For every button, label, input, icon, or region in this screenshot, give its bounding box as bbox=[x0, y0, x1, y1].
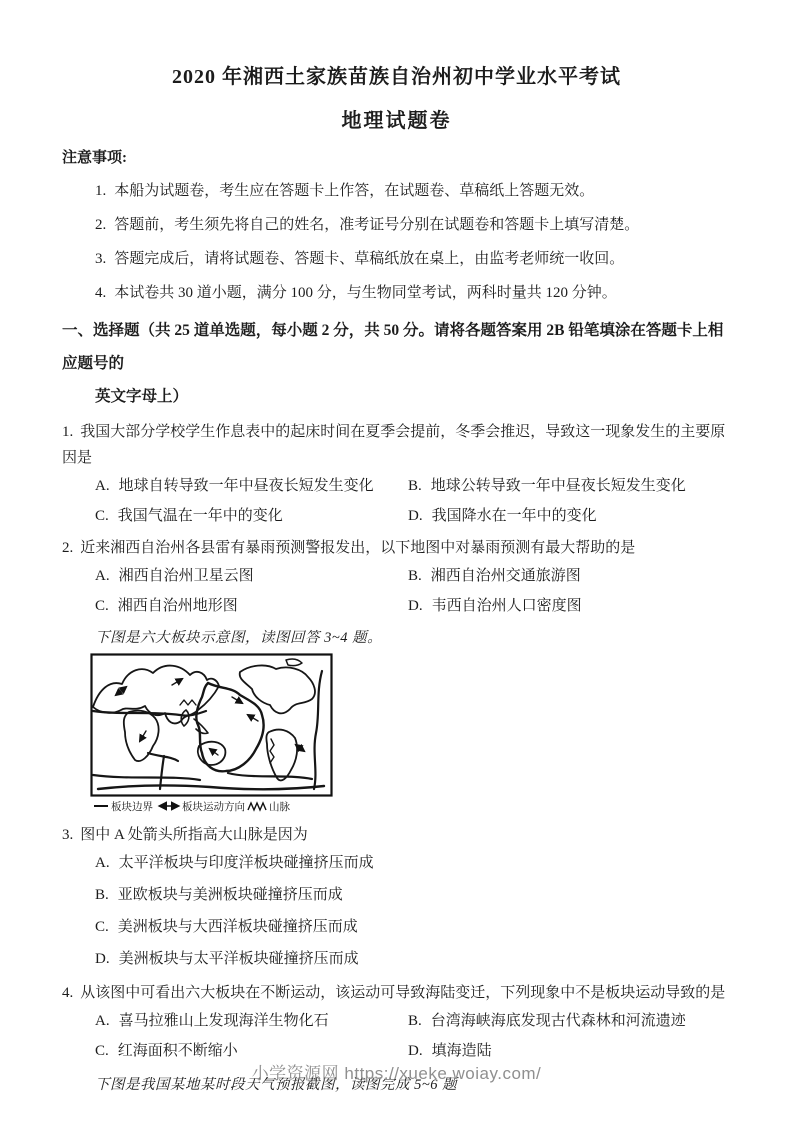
option-b bbox=[408, 473, 731, 499]
option-text: 美洲板块与大西洋板块碰撞挤压而成 bbox=[117, 919, 358, 935]
section-heading bbox=[62, 314, 731, 413]
option-text: 湘西自治州卫星云图 bbox=[118, 568, 254, 584]
plate-map-figure bbox=[90, 653, 335, 816]
question-2-options bbox=[62, 563, 731, 619]
option-a bbox=[95, 473, 408, 499]
question-4 bbox=[62, 980, 731, 1064]
option-label: B. bbox=[408, 478, 422, 494]
option-a bbox=[95, 1008, 408, 1034]
option-text: 亚欧板块与美洲板块碰撞挤压而成 bbox=[117, 887, 343, 903]
notice-item-1 bbox=[62, 181, 731, 202]
question-4-stem bbox=[62, 980, 731, 1006]
option-label: A. bbox=[95, 568, 110, 584]
question-number: 2. bbox=[62, 540, 74, 556]
legend-mountain-symbol bbox=[248, 803, 266, 810]
question-4-options bbox=[62, 1008, 731, 1064]
option-label: B. bbox=[95, 887, 109, 903]
option-label: D. bbox=[408, 598, 423, 614]
option-a bbox=[95, 850, 731, 876]
option-label: D. bbox=[95, 951, 110, 967]
figure-caption-weather: 下图是我国某地某时段天气预报截图，读图完成 5~6 题 bbox=[95, 1077, 458, 1093]
question-3 bbox=[62, 822, 731, 972]
legend-mountain-label: 山脉 bbox=[269, 802, 290, 813]
option-label: C. bbox=[95, 1043, 109, 1059]
option-c bbox=[95, 593, 408, 619]
question-number: 1. bbox=[62, 424, 74, 440]
notice-item-2 bbox=[62, 215, 731, 236]
option-text: 太平洋板块与印度洋板块碰撞挤压而成 bbox=[118, 855, 374, 871]
option-label: A. bbox=[95, 478, 110, 494]
option-a bbox=[95, 563, 408, 589]
question-3-stem bbox=[62, 822, 731, 848]
question-number: 3. bbox=[62, 827, 74, 843]
option-text: 填海造陆 bbox=[431, 1043, 492, 1059]
option-label: B. bbox=[408, 1013, 422, 1029]
option-text: 台湾海峡海底发现古代森林和河流遗迹 bbox=[430, 1013, 686, 1029]
question-1-options bbox=[62, 473, 731, 529]
option-text: 美洲板块与太平洋板块碰撞挤压而成 bbox=[118, 951, 359, 967]
option-text: 湘西自治州地形图 bbox=[117, 598, 238, 614]
option-text: 我国气温在一年中的变化 bbox=[117, 508, 283, 524]
notice-item-number: 3. bbox=[95, 251, 107, 267]
option-text: 湘西自治州交通旅游图 bbox=[430, 568, 581, 584]
option-d bbox=[408, 503, 731, 529]
exam-title: 2020 年湘西土家族苗族自治州初中学业水平考试 bbox=[172, 66, 621, 88]
notice-heading: 注意事项: bbox=[62, 150, 127, 166]
option-label: D. bbox=[408, 1043, 423, 1059]
question-stem-text: 图中 A 处箭头所指高大山脉是因为 bbox=[80, 827, 308, 843]
notice-item-text: 答题完成后，请将试题卷、答题卡、草稿纸放在桌上，由监考老师统一收回。 bbox=[114, 251, 625, 267]
question-1-stem bbox=[62, 419, 731, 471]
question-stem-text: 我国大部分学校学生作息表中的起床时间在夏季会提前，冬季会推迟，导致这一现象发生的主要原因是 bbox=[62, 424, 726, 466]
legend-boundary-label: 板块边界 bbox=[111, 802, 153, 813]
section-heading-line2: 英文字母上） bbox=[95, 388, 189, 405]
option-text: 我国降水在一年中的变化 bbox=[431, 508, 597, 524]
notice-item-text: 本船为试题卷，考生应在答题卡上作答，在试题卷、草稿纸上答题无效。 bbox=[114, 183, 595, 199]
notice-item-text: 本试卷共 30 道小题，满分 100 分，与生物同堂考试，两科时量共 120 分钟。 bbox=[114, 285, 617, 301]
option-text: 地球自转导致一年中昼夜长短发生变化 bbox=[118, 478, 374, 494]
legend-movement-label: 板块运动方向 bbox=[182, 802, 245, 813]
notice-item-text: 答题前，考生须先将自己的姓名，准考证号分别在试题卷和答题卡上填写清楚。 bbox=[114, 217, 640, 233]
option-text: 红海面积不断缩小 bbox=[117, 1043, 238, 1059]
notice-item-4 bbox=[62, 283, 731, 304]
option-label: A. bbox=[95, 855, 110, 871]
question-number: 4. bbox=[62, 985, 74, 1001]
option-d bbox=[95, 946, 731, 972]
notice-item-number: 4. bbox=[95, 285, 107, 301]
question-2-stem bbox=[62, 535, 731, 561]
option-c bbox=[95, 914, 731, 940]
option-label: C. bbox=[95, 508, 109, 524]
option-label: D. bbox=[408, 508, 423, 524]
option-b bbox=[408, 563, 731, 589]
option-text: 地球公转导致一年中昼夜长短发生变化 bbox=[430, 478, 686, 494]
notice-item-3 bbox=[62, 249, 731, 270]
map-legend bbox=[94, 800, 290, 813]
option-label: C. bbox=[95, 598, 109, 614]
option-label: C. bbox=[95, 919, 109, 935]
question-2 bbox=[62, 535, 731, 619]
option-text: 喜马拉雅山上发现海洋生物化石 bbox=[118, 1013, 329, 1029]
option-d bbox=[408, 593, 731, 619]
option-text: 韦西自治州人口密度图 bbox=[431, 598, 582, 614]
question-3-options bbox=[62, 850, 731, 972]
exam-subtitle: 地理试题卷 bbox=[341, 110, 452, 132]
option-label: B. bbox=[408, 568, 422, 584]
option-label: A. bbox=[95, 1013, 110, 1029]
question-1 bbox=[62, 419, 731, 529]
notice-item-number: 1. bbox=[95, 183, 107, 199]
option-b bbox=[408, 1008, 731, 1034]
figure-caption-plates: 下图是六大板块示意图，读图回答 3~4 题。 bbox=[95, 630, 383, 646]
footer-watermark: 小学资源网 https://xueke.woiay.com/ bbox=[251, 1064, 542, 1083]
notice-item-number: 2. bbox=[95, 217, 107, 233]
question-stem-text: 从该图中可看出六大板块在不断运动，该运动可导致海陆变迁，下列现象中不是板块运动导致的是 bbox=[80, 985, 726, 1001]
plate-map-image bbox=[90, 653, 335, 816]
question-stem-text: 近来湘西自治州各县雷有暴雨预测警报发出，以下地图中对暴雨预测有最大帮助的是 bbox=[80, 540, 636, 556]
option-b bbox=[95, 882, 731, 908]
option-c bbox=[95, 503, 408, 529]
section-heading-line1: 一、选择题（共 25 道单选题，每小题 2 分，共 50 分。请将各题答案用 2B 铅笔填涂在答题卡上相应题号的 bbox=[62, 322, 724, 372]
